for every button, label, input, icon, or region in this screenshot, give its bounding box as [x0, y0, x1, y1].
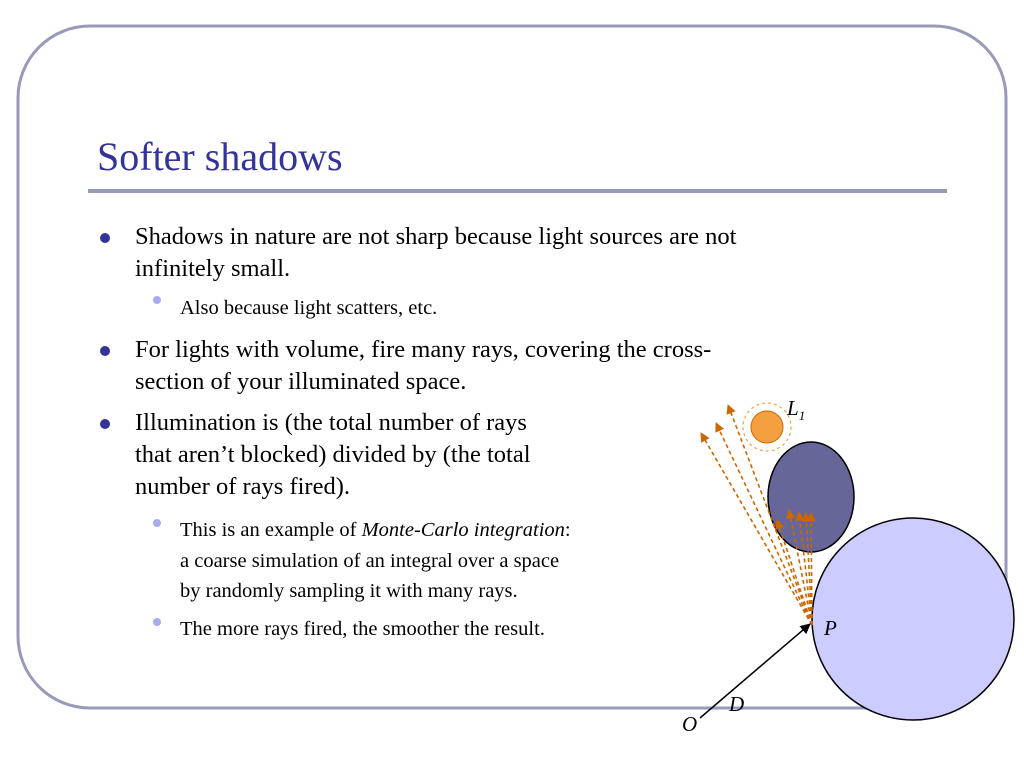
bullet-text: For lights with volume, fire many rays, covering the cross-: [135, 336, 712, 363]
sub-bullet-emphasis: Monte-Carlo integration: [361, 519, 565, 541]
point-label: P: [824, 616, 837, 640]
sub-bullet-suffix: :: [564, 519, 571, 541]
direction-label: D: [729, 692, 745, 716]
light-label: [787, 397, 805, 427]
bullet-text: that aren’t blocked) divided by (the total: [135, 441, 531, 468]
sub-bullet-text: by randomly sampling it with many rays.: [180, 580, 518, 602]
sub-bullet-text: Also because light scatters, etc.: [180, 297, 438, 319]
bullet-text: number of rays fired).: [135, 473, 350, 500]
occluder-ellipse: [768, 442, 854, 552]
sub-bullet-text: The more rays fired, the smoother the result.: [180, 618, 545, 640]
bullet-text: section of your illuminated space.: [135, 368, 467, 395]
bullet-text: infinitely small.: [135, 255, 291, 282]
slide-title: Softer shadows: [97, 134, 343, 179]
area-light: [751, 411, 783, 443]
origin-label: O: [682, 712, 698, 736]
light-label-text: L: [787, 396, 799, 420]
light-label-subscript: 1: [798, 408, 806, 424]
sub-bullet-prefix: This is an example of: [180, 519, 362, 541]
sub-bullet-text: a coarse simulation of an integral over a space: [180, 550, 560, 572]
eye-ray: [700, 624, 810, 718]
receiver-sphere: [812, 518, 1014, 720]
bullet-text: Shadows in nature are not sharp because light sources are not: [135, 223, 737, 250]
bullet-text: Illumination is (the total number of rays: [135, 409, 527, 436]
